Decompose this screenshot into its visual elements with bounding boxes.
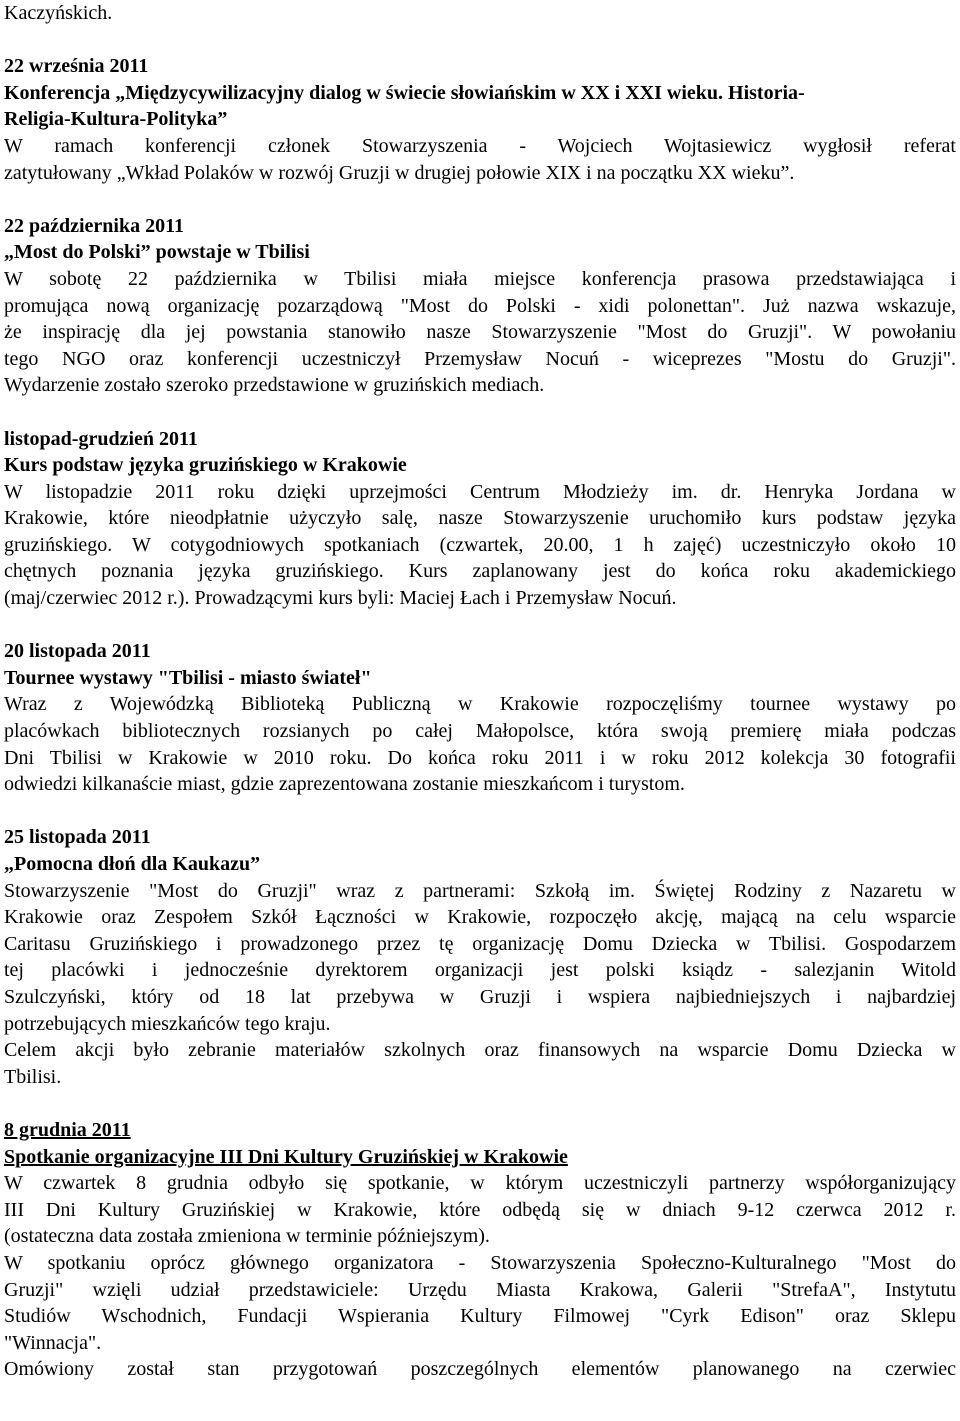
event-title: „Most do Polski” powstaje w Tbilisi xyxy=(4,241,310,264)
event-body-line: W ramach konferencji członek Stowarzyszenia - Wojciech Wojtasiewicz wygłosił referat xyxy=(4,134,956,157)
spacer xyxy=(4,1090,956,1117)
event-body-line: Tbilisi. xyxy=(4,1065,62,1088)
event-body-line: W czwartek 8 grudnia odbyło się spotkanie, w którym uczestniczyli partnerzy współorganizujący xyxy=(4,1172,956,1195)
event-body-line: Celem akcji było zebranie materiałów szkolnych oraz finansowych na wsparcie Domu Dziecka w xyxy=(4,1039,956,1062)
event-section xyxy=(4,426,956,612)
event-date: 8 grudnia 2011 xyxy=(4,1118,131,1141)
event-body-line: zatytułowany „Wkład Polaków w rozwój Gruzji w drugiej połowie XIX i na początku XX wieku”. xyxy=(4,161,795,184)
event-body-line: Wydarzenie zostało szeroko przedstawione w gruzińskich mediach. xyxy=(4,374,545,397)
event-date: 20 listopada 2011 xyxy=(4,640,151,663)
event-body-line: tego NGO oraz konferencji uczestniczył Przemysław Nocuń - wiceprezes "Mostu do Gruzji". xyxy=(4,347,956,370)
event-date: 22 września 2011 xyxy=(4,55,149,78)
event-body-line: chętnych poznania języka gruzińskiego. Kurs zaplanowany jest do końca roku akademickiego xyxy=(4,560,956,583)
event-body-line: III Dni Kultury Gruzińskiej w Krakowie, które odbędą się w dniach 9-12 czerwca 2012 r. xyxy=(4,1198,956,1221)
event-body-line: Krakowie oraz Zespołem Szkół Łączności w Krakowie, rozpoczęło akcję, mającą na celu wsparcie xyxy=(4,906,956,929)
event-date: 25 listopada 2011 xyxy=(4,826,151,849)
event-body-line: gruzińskiego. W cotygodniowych spotkaniach (czwartek, 20.00, 1 h zajęć) uczestniczyło około 10 xyxy=(4,533,956,556)
event-body-line: Omówiony został stan przygotowań poszczególnych elementów planowanego na czerwiec xyxy=(4,1358,956,1381)
event-body-line: Caritasu Gruzińskiego i prowadzonego przez tę organizację Domu Dziecka w Tbilisi. Gospodarzem xyxy=(4,932,956,955)
event-body-line: W sobotę 22 października w Tbilisi miała miejsce konferencja prasowa przedstawiająca i xyxy=(4,267,956,290)
event-body-line: odwiedzi kilkanaście miast, gdzie zaprezentowana zostanie mieszkańcom i turystom. xyxy=(4,773,685,796)
event-body-line: Szulczyński, który od 18 lat przebywa w Gruzji i wspiera najbiedniejszych i najbardziej xyxy=(4,985,956,1008)
spacer xyxy=(4,186,956,213)
spacer xyxy=(4,798,956,825)
event-body-line: Krakowie, które nieodpłatnie użyczyło salę, nasze Stowarzyszenie uruchomiło kurs podstaw języka xyxy=(4,507,956,530)
event-body-line: Wraz z Wojewódzką Biblioteką Publiczną w Krakowie rozpoczęliśmy tournee wystawy po xyxy=(4,693,956,716)
event-body-line: że inspirację dla jej powstania stanowiło nasze Stowarzyszenie "Most do Gruzji". W powołaniu xyxy=(4,321,956,344)
event-body-line: Studiów Wschodnich, Fundacji Wspierania Kultury Filmowej "Cyrk Edison" oraz Sklepu xyxy=(4,1305,956,1328)
event-body-line: W spotkaniu oprócz głównego organizatora - Stowarzyszenia Społeczno-Kulturalnego "Most do xyxy=(4,1251,956,1274)
event-body-line: W listopadzie 2011 roku dzięki uprzejmości Centrum Młodzieży im. dr. Henryka Jordana w xyxy=(4,480,956,503)
spacer xyxy=(4,27,956,54)
intro-tail: Kaczyńskich. xyxy=(4,2,113,24)
event-title: Tournee wystawy "Tbilisi - miasto świateł" xyxy=(4,666,372,689)
event-body-line: potrzebujących mieszkańców tego kraju. xyxy=(4,1012,331,1035)
event-body-line: Dni Tbilisi w Krakowie w 2010 roku. Do końca roku 2011 i w roku 2012 kolekcja 30 fotografii xyxy=(4,746,956,769)
event-title: Spotkanie organizacyjne III Dni Kultury Gruzińskiej w Krakowie xyxy=(4,1145,568,1168)
spacer xyxy=(4,612,956,639)
event-body-line: Stowarzyszenie "Most do Gruzji" wraz z partnerami: Szkołą im. Świętej Rodziny z Nazaretu w xyxy=(4,879,956,902)
event-section xyxy=(4,53,956,186)
event-body-line: placówkach bibliotecznych rozsianych po całej Małopolsce, która swoją premierę miała podczas xyxy=(4,720,956,743)
event-body-line: "Winnacja". xyxy=(4,1331,102,1354)
event-body-line: (maj/czerwiec 2012 r.). Prowadzącymi kurs byli: Maciej Łach i Przemysław Nocuń. xyxy=(4,587,677,610)
event-body-line: (ostateczna data została zmieniona w terminie późniejszym). xyxy=(4,1225,490,1248)
event-section xyxy=(4,1117,956,1383)
event-date: 22 października 2011 xyxy=(4,214,185,237)
event-body-line: promująca nową organizację pozarządową "Most do Polski - xidi polonettan". Już nazwa wskazuje, xyxy=(4,294,956,317)
event-body-line: tej placówki i jednocześnie dyrektorem organizacji jest polski ksiądz - salezjanin Witold xyxy=(4,959,956,982)
event-body-line: Gruzji" wzięli udział przedstawiciele: Urzędu Miasta Krakowa, Galerii "StrefaA", Instytutu xyxy=(4,1278,956,1301)
event-date: listopad-grudzień 2011 xyxy=(4,427,198,450)
event-section xyxy=(4,213,956,399)
event-section xyxy=(4,824,956,1090)
event-title: „Pomocna dłoń dla Kaukazu” xyxy=(4,853,261,875)
spacer xyxy=(4,399,956,426)
event-title: Religia-Kultura-Polityka” xyxy=(4,108,228,131)
event-section xyxy=(4,638,956,798)
event-title: Kurs podstaw języka gruzińskiego w Krakowie xyxy=(4,454,407,477)
event-title: Konferencja „Międzycywilizacyjny dialog w świecie słowiańskim w XX i XXI wieku. Historia- xyxy=(4,81,805,104)
